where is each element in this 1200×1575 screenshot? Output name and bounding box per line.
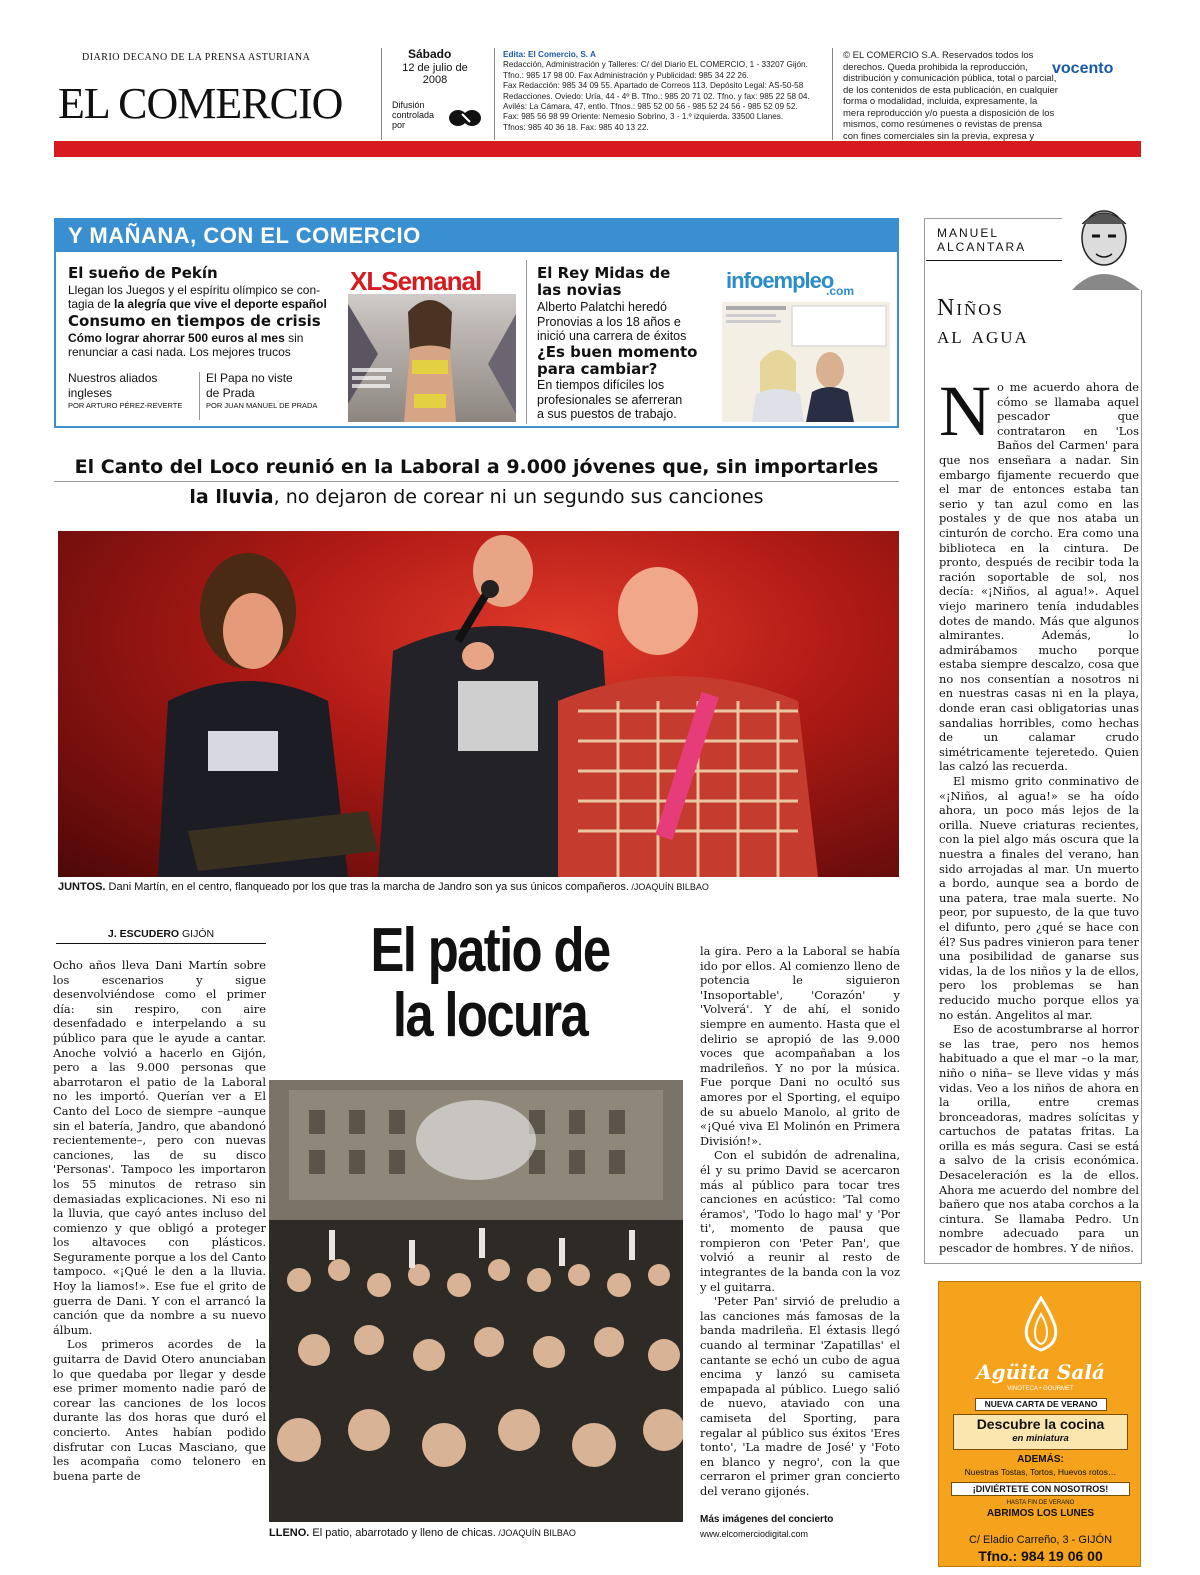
article-paragraph: 'Peter Pan' sirvió de preludio a las canciones más famosas de la banda madrileña. El éxtasis llegó cuando al terminar 'Zapatillas' el cantante se echó un cubo de agua encima y lanzó su camiseta empapada al público. Luego salió de nuevo, ataviado con una camiseta del Sporting, para regalar al público sus éxitos 'Eres tonto', 'La madre de José' y 'Foto en blanco y negro', con la que cerraron el primer gran concierto del verano gijonés. (700, 1294, 900, 1498)
more-images-label: Más imágenes del concierto (700, 1514, 834, 1525)
vocento-logo[interactable]: vocento (1052, 60, 1114, 77)
promo-title-line: ¿Es buen momento (537, 343, 698, 361)
ad-banner: NUEVA CARTA DE VERANO (975, 1398, 1107, 1411)
caption-label: LLENO. (269, 1527, 310, 1539)
promo-text-line (68, 297, 343, 311)
promo-item-title: Nuestros aliados (68, 371, 158, 385)
promo-text-line: profesionales se aferreran (537, 392, 683, 407)
masthead-divider (832, 48, 833, 140)
promo-text-part: sin (288, 331, 304, 345)
caption-text: El patio, abarrotado y lleno de chicas. (309, 1527, 496, 1539)
crowd-photo-caption (269, 1527, 576, 1539)
promo-item-title: de Prada (206, 386, 255, 400)
masthead-divider (381, 48, 382, 140)
promo-text-part: tagia de (68, 297, 111, 311)
ad-address: C/ Eladio Carreño, 3 - GIJÓN (968, 1534, 1113, 1546)
publisher-title: Edita: El Comercio, S. A (503, 50, 596, 59)
publisher-info (503, 50, 828, 133)
promo-text (68, 331, 343, 359)
promo-text-line: renunciar a casi nada. Los mejores trucos (68, 345, 291, 359)
promo-title[interactable] (537, 265, 717, 299)
columnist-first-name: MANUEL (937, 226, 1000, 240)
promo-title[interactable]: Consumo en tiempos de crisis (68, 312, 321, 330)
issue-date-line: 12 de julio de (402, 62, 468, 74)
diffusion-note (392, 100, 444, 130)
masthead-red-bar (54, 141, 1141, 157)
promo-text-line (68, 331, 343, 345)
promo-text-bold: Cómo lograr ahorrar 500 euros al mes (68, 331, 285, 345)
cover-masthead-sub: .com (826, 284, 855, 298)
publisher-line: Fax: 985 56 98 99 Oriente: Nemesio Sobrino, 3 - 1.º izquierda. 33500 Llanes. (503, 112, 784, 122)
column-title-line: al agua (937, 323, 1029, 349)
diffusion-line: por (392, 120, 406, 130)
dropcap: N (939, 371, 991, 451)
lead-headline: El Canto del Loco reunió en la Laboral a 9.000 jóvenes que, sin importarles (74, 456, 879, 478)
column-title-line: Niños (937, 295, 1005, 321)
ad-headline-box (953, 1414, 1128, 1450)
publisher-line: Redacciones. Oviedo: Uría, 44 - 4º B. Tfno.: 985 20 71 02. Tfno. y fax: 985 22 58 04. (503, 91, 810, 101)
article-paragraph (939, 371, 1139, 774)
diffusion-line: Difusión (392, 100, 425, 110)
promo-item-title: ingleses (68, 386, 113, 400)
masthead-divider (494, 48, 495, 140)
promo-item-author: POR JUAN MANUEL DE PRADA (206, 401, 318, 410)
lead-bold: la lluvia (189, 486, 274, 508)
publisher-line: Fax Redacción: 985 34 09 55. Apartado de Correos 113. Depósito Legal: AS-50-58 (503, 81, 804, 91)
promo-text-line: Alberto Palatchi heredó (537, 300, 667, 314)
ad-fun: ¡DIVIÉRTETE CON NOSOTROS! (951, 1482, 1130, 1496)
promo-text-line: inició una carrera de éxitos (537, 329, 687, 343)
opinion-column-text (939, 371, 1139, 1256)
promo-divider (526, 260, 527, 424)
lead-divider (54, 481, 899, 482)
newspaper-logo[interactable]: EL COMERCIO (58, 79, 343, 128)
ad-brand: Agüita Salá (976, 1360, 1105, 1384)
columnist-name (937, 226, 1026, 254)
ad-items: Nuestras Tostas, Tortos, Huevos rotos… (964, 1467, 1117, 1477)
crowd-photo-figure (269, 1080, 683, 1522)
promo-title-line: para cambiar? (537, 360, 658, 378)
promo-title-line: las novias (537, 281, 622, 299)
cover-masthead: infoempleo (726, 268, 834, 293)
crowd-photo[interactable] (269, 1080, 683, 1522)
byline-place: GIJÓN (182, 928, 215, 940)
promo-text (537, 378, 717, 422)
ad-ademas: ADEMÁS: (1017, 1454, 1064, 1465)
article-column (53, 958, 266, 1483)
caption-text: Dani Martín, en el centro, flanqueado por los que tras la marcha de Jandro son ya sus únicos compañeros. (105, 881, 629, 893)
caption-credit: /JOAQUÍN BILBAO (495, 1528, 576, 1538)
ad-headline-sub: en miniatura (1012, 1433, 1069, 1444)
promo-title[interactable] (537, 344, 717, 378)
concert-photo-figure (58, 531, 899, 877)
story-headline-line: la locura (392, 981, 588, 1050)
promo-text-bold: la alegría que vive el deporte español (114, 297, 327, 311)
more-images-link[interactable] (700, 1513, 833, 1541)
diffusion-line: controlada (392, 110, 435, 120)
article-paragraph: Ocho años lleva Dani Martín sobre los escenarios y sigue desenvolviéndose como el primer día: sin respiro, con aire desenfadado e interpelando a su público para que le ayude a cantar. Anoche volvió a hacerlo en Gijón, pero a las 9.000 personas que abarrotaron el patio de la Laboral no les importó. Querían ver a El Canto del Loco de siempre –aunque sin el batería, Jandro, que abandonó recientemente–, pero con nuevas canciones, las de su disco 'Personas'. Tampoco les importaron los 55 minutos de retraso sin demasiadas explicaciones. Ni eso ni la lluvia, que cayó antes incluso del comienzo y que obligó a proteger los altavoces con plásticos. Seguramente porque a los del Canto tampoco. «¡Qué le den a la lluvia. Hoy la liamos!». Ese fue el grito de guerra de Dani. Y con el arrancó la canción que da nombre a su nuevo álbum. (53, 958, 266, 1337)
cover-photo-figure (722, 302, 890, 422)
cover-photo-figure (348, 294, 516, 422)
promo-title-line: El Rey Midas de (537, 264, 671, 282)
issue-date (390, 62, 480, 86)
paragraph-text: o me acuerdo ahora de cómo se llamaba aquel pescador que contrataron en 'Los Baños del Carmen' para que nos enseñara a nadar. Sin embargo fijamente recuerdo que el mar de entonces estaba tan serio y tan azul como en las postales y de que nos ataba un cinturón de corcho. Era como una biblioteca en la cintura. De pronto, después de recibir toda la ración soportable de sol, nos decía: «¡Niños, al agua!». Aquel viejo marinero tenía indudables dotes de mando. Más que algunos almirantes. Además, lo admirábamos mucho porque estaba siempre descalzo, cosa que no nos consentían a nosotros ni en nuestras casas ni en la playa, donde eran casi obligatorias unas sandalias horribles, como hechas de un calamar crudo simétricamente tejeretedo. Quien las calzó las recuerda. (939, 380, 1139, 774)
promo-text (537, 300, 717, 344)
promo-item[interactable] (68, 371, 196, 410)
issue-year: 2008 (422, 74, 448, 86)
tomorrow-promo-header: Y MAÑANA, CON EL COMERCIO (56, 220, 897, 252)
masthead-tagline: DIARIO DECANO DE LA PRENSA ASTURIANA (82, 52, 311, 63)
promo-text-line: En tiempos difíciles los (537, 378, 665, 392)
article-paragraph: Con el subidón de adrenalina, él y su primo David se acercaron más al público para tocar tres canciones en acústico: 'Tal como éramos', 'Todo lo hago mal' y 'Por ti', momento de pausa que rompieron con 'Peter Pan', que volvió a reunir al resto de integrantes de la banda con la voz y el guitarra. (700, 1148, 900, 1294)
article-paragraph: la gira. Pero a la Laboral se había ido por ellos. Al comienzo lleno de potencia le siguieron 'Insoportable', 'Corazón' y 'Volverá'. Y de ahí, el sonido siempre en aumento. Hasta que el delirio se apropió de las 9.000 voces que acompañaban a los madrileños. Y no por la música. Fue porque Dani no ocultó sus amores por el Sporting, el equipo de su abuelo Manolo, al grito de «¡Qué viva El Molinón en Primera División!». (700, 944, 900, 1148)
article-column (700, 944, 900, 1499)
flame-logo-icon (1017, 1296, 1065, 1352)
ojd-logo-icon (448, 108, 484, 128)
caption-credit: /JOAQUÍN BILBAO (628, 882, 709, 892)
promo-title[interactable]: El sueño de Pekín (68, 264, 218, 282)
byline (56, 928, 266, 944)
columnist-last-name: ALCANTARA (937, 240, 1027, 254)
publisher-line: Tfno.: 985 17 98 00. Fax Administración y Publicidad: 985 34 22 26. (503, 70, 749, 80)
article-paragraph: Eso de acostumbrarse al horror se las trae, pero nos hemos habituado a que el mar –o la mar, niño o niña– se lleve vidas y más vidas. Veo a los niños de ahora en la orilla, entre cremas bronceadoras, madres solícitas y cartuchos de patatas fritas. La orilla es más segura. Casi se está a salvo de la crisis económica. Desaceleración es la de ellos. Ahora me acuerdo del nombre del bañero que nos ataba corchos a la cintura. Se llamaba Pedro. Un nombre adecuado para un pescador de hombres. Y de niños. (939, 1022, 1139, 1256)
xlsemanal-cover[interactable] (348, 266, 516, 422)
cover-masthead: XLSemanal (350, 266, 482, 296)
publisher-line: Avilés: La Cámara, 47, entlo. Tfnos.: 985 52 00 56 - 985 52 24 56 - 985 52 09 52. (503, 102, 798, 112)
promo-text (68, 283, 343, 311)
more-images-url[interactable]: www.elcomerciodigital.com (700, 1529, 809, 1539)
publisher-line: Tfnos: 985 40 36 18. Fax: 985 40 13 22. (503, 122, 649, 132)
advertisement[interactable] (938, 1281, 1141, 1567)
promo-divider (199, 372, 200, 420)
copyright-notice: © EL COMERCIO S.A. Reservados todos los derechos. Queda prohibida la reproducción, distribución y comunicación pública, total o parcial, de los contenidos de esta publicación, en cualquier forma o modalidad, incluida, expresamente, la mera reproducción y/o puesta a disposición de los mismos, como resúmenes o revistas de prensa con fines comerciales sin la previa, expresa y (843, 50, 1058, 142)
photo-caption (58, 881, 899, 893)
story-headline[interactable] (334, 918, 646, 1048)
promo-item[interactable] (206, 371, 341, 410)
promo-text-line: Pronovias a los 18 años e (537, 314, 681, 329)
ad-phone: Tfno.: 984 19 06 00 (978, 1548, 1103, 1564)
article-paragraph: El mismo grito conminativo de «¡Niños, al agua!» se ha oído ahora, un poco más lejos de la orilla. Nueve criaturas recientes, con la piel algo más oscura que la nuestra a finales del verano, han sido arrojadas al mar. Un muerto a bordo, aunque sea a bordo de una patera, trae mala suerte. No peor, por supuesto, de la que tuvo el difunto, pero ¿qué se hace con él? Sus padres vinieron para tener una posibilidad de ganarse sus vidas, la de los niños y la de ellos, pero los problemas se han reducido mucho porque ellos ya no están. Angelitos al mar. (939, 774, 1139, 1022)
infoempleo-cover[interactable] (722, 266, 890, 422)
ad-open: ABRIMOS LOS LUNES (986, 1508, 1095, 1519)
byline-name: J. ESCUDERO (107, 928, 180, 940)
ad-until: HASTA FIN DE VERANO (1006, 1500, 1075, 1506)
ad-headline: Descubre la cocina (976, 1416, 1105, 1432)
story-headline-line: El patio de (370, 916, 610, 985)
promo-text-line: a sus puestos de trabajo. (537, 407, 677, 421)
caption-label: JUNTOS. (58, 881, 106, 893)
promo-text-line: Llegan los Juegos y el espíritu olímpico se con- (68, 283, 321, 297)
article-paragraph: Los primeros acordes de la guitarra de David Otero anunciaban lo que quedaba por llegar y desde ese primer momento nadie paró de corear las canciones de los locos durante las dos horas que duró el concierto. Antes habían podido disfrutar con Lucas Masciano, que les acompaña como telonero en buena parte de (53, 1337, 266, 1483)
publisher-line: Redacción, Administración y Talleres: C/ del Diario EL COMERCIO, 1 - 33207 Gijón. (503, 60, 808, 70)
column-title[interactable] (937, 294, 1029, 350)
concert-photo[interactable] (58, 531, 899, 877)
promo-item-author: POR ARTURO PÉREZ-REVERTE (68, 401, 183, 410)
issue-day: Sábado (408, 47, 452, 61)
lead-headline (54, 486, 899, 508)
ad-brand-sub: VINOTECA • GOURMET (1007, 1386, 1074, 1392)
columnist-portrait (1062, 198, 1142, 290)
lead-rest: , no dejaron de corear ni un segundo sus canciones (273, 486, 764, 508)
promo-item-title: El Papa no viste (206, 371, 293, 385)
